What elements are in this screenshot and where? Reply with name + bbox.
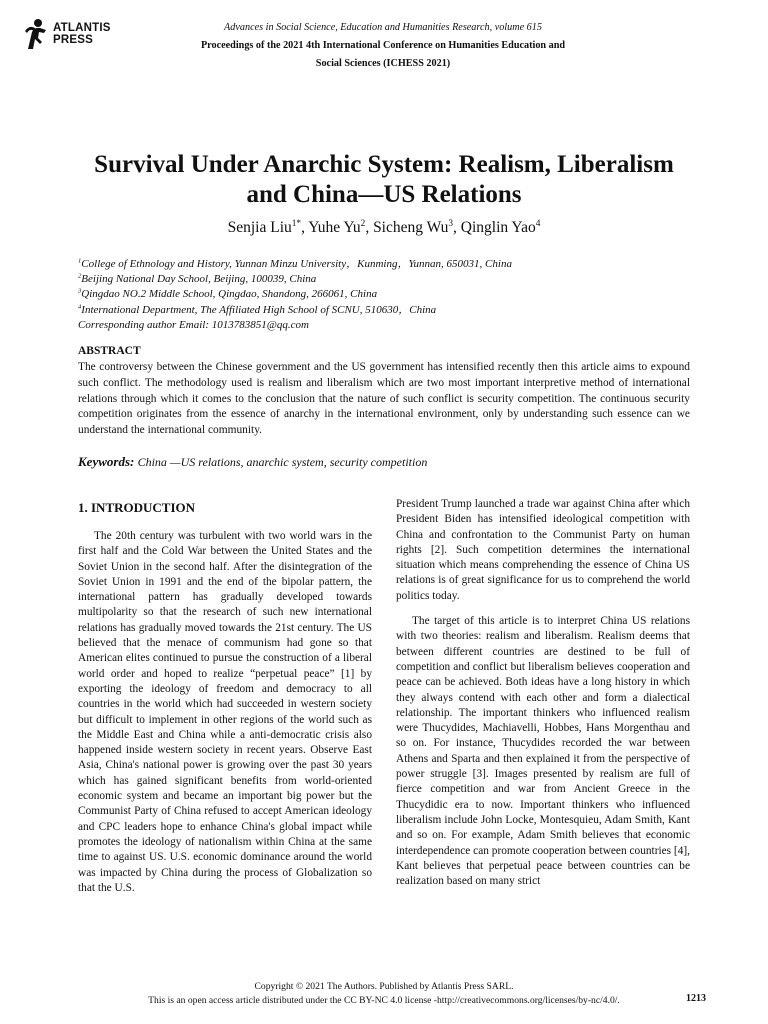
author-name: Yuhe Yu (308, 219, 361, 236)
keywords-label: Keywords: (78, 454, 135, 469)
author-affil-marker: 4 (535, 218, 541, 229)
abstract-heading: ABSTRACT (78, 345, 141, 357)
running-header (150, 19, 616, 73)
affiliation-text: College of Ethnology and History, Yunnan Minzu University，Kunming，Yunnan, 650031, China (81, 258, 512, 270)
author-separator: , (365, 219, 374, 236)
affiliation-text: Beijing National Day School, Beijing, 100039, China (81, 273, 317, 286)
affiliation-text: Qingdao NO.2 Middle School, Qingdao, Shandong, 266061, China (81, 288, 378, 301)
body-paragraph: President Trump launched a trade war against China after which President Biden has intensified ideological competition with China and confrontation to the Communist Party on human rights [2]. Such competition determines the international situation which means comprehending the essence of China US relations is of great significance for us to comprehend the world politics today. (396, 498, 690, 602)
publisher-name-line2: PRESS (53, 34, 93, 46)
proceedings-line1: Proceedings of the 2021 4th International Conference on Humanities Education and (200, 40, 566, 51)
author-list (40, 217, 728, 239)
author-separator: , (301, 219, 309, 236)
author-name: Qinglin Yao (460, 219, 536, 236)
affiliation-text: International Department, The Affiliated High School of SCNU, 510630，China (81, 303, 437, 316)
proceedings-line2: Social Sciences (ICHESS 2021) (315, 58, 451, 69)
paper-title-line1: Survival Under Anarchic System: Realism, Liberalism (94, 151, 674, 178)
author-separator: , (453, 219, 461, 236)
affiliation-item (78, 257, 698, 272)
publisher-logo (22, 14, 122, 54)
affiliation-marker: 2 (78, 272, 82, 280)
page-footer (40, 980, 728, 1007)
author-affil-marker: 2 (360, 218, 366, 229)
affiliation-marker: 3 (78, 287, 82, 295)
section-heading-introduction: 1. INTRODUCTION (78, 500, 196, 515)
journal-name: Advances in Social Science, Education and Humanities Research, volume 615 (224, 22, 542, 33)
right-column (396, 497, 690, 889)
affiliation-marker: 1 (78, 257, 82, 265)
body-paragraph: The target of this article is to interpret China US relations with two theories: realism and liberalism. Realism deems that between different countries are destined to be full of competition and conflict but liberalism believes cooperation and peace can be achieved. Both ideas have a long history in which they always contend with each other and form a dialectical relationship. The important thinkers who influenced realism were Thucydides, Machiavelli, Hobbes, Hans Morgenthau and so on. For instance, Thucydides recorded the war between Athens and Sparta and then explained it from the perspective of power struggle [3]. Images presented by realism are full of fierce competition and war from Ancient Greece in the Thucydidic era to now. Important thinkers who influenced liberalism include John Locke, Montesquieu, Adam Smith, Kant and so on. For example, Adam Smith believes that economic interdependence can promote cooperation between countries [4], Kant believes that perpetual peace between countries can be realization based on many strict (396, 615, 690, 888)
paper-title-line2: and China—US Relations (246, 181, 522, 208)
affiliation-item (78, 287, 698, 302)
author-affil-marker: 1* (291, 218, 302, 229)
paper-title (40, 150, 728, 210)
affiliation-list (78, 257, 698, 333)
page-number: 1213 (686, 993, 706, 1004)
abstract-text: The controversy between the Chinese government and the US government has intensified recently then this article aims to expound such conflict. The methodology used is realism and liberalism which are two most important interpretive method of international relations through which it comes to the conclusion that the nature of such conflict is security competition. The continuous security competition originates from the essence of anarchy in the international environment, only by understanding such essence can we understand the international community. (78, 361, 690, 437)
publisher-name-line1: ATLANTIS (53, 22, 111, 34)
affiliation-item (78, 272, 698, 287)
copyright-notice: Copyright © 2021 The Authors. Published by Atlantis Press SARL. (254, 981, 514, 992)
keywords-value: China —US relations, anarchic system, security competition (137, 455, 428, 469)
license-notice: This is an open access article distributed under the CC BY-NC 4.0 license -http://creativecommons.org/licenses/by-nc/4.0/. (148, 994, 620, 1006)
affiliation-marker: 4 (78, 302, 82, 310)
author-name: Sicheng Wu (373, 219, 449, 236)
atlantis-figure-icon (22, 18, 50, 50)
keywords-line (78, 454, 690, 470)
left-column (78, 500, 372, 896)
body-paragraph: The 20th century was turbulent with two world wars in the first half and the Cold War between the United States and the Soviet Union in the second half. After the disintegration of the Soviet Union in 1991 and the end of the bipolar pattern, the international pattern has gradually developed towards multipolarity so that the research of such new international relations has gradually moved towards the 21st century. The US believed that the menace of communism had gone so that American elites continued to pursue the construction of a liberal world order and hoped to realize “perpetual peace” [1] by exporting the ideology of freedom and democracy to all countries in the world which had succeeded in western society but difficult to implement in other regions of the world such as the Middle East and China while a anti-democratic crisis also happened inside western society in recent years. Observe East Asia, China's national power is growing over the past 30 years which has gained significant benefits from world-oriented economic system and became an important big power but the Communist Party of China refused to accept American ideology and CPC leaders hope to enhance China's global impact while promotes the ideology of nationalism within China at the same time to against US. U.S. economic dominance around the world was impacted by China during the process of Globalization so that the U.S. (78, 530, 372, 894)
affiliation-item (78, 303, 698, 318)
author-name: Senjia Liu (227, 219, 292, 236)
author-affil-marker: 3 (448, 218, 454, 229)
corresponding-author: Corresponding author Email: 1013783851@qq.com (78, 318, 309, 331)
